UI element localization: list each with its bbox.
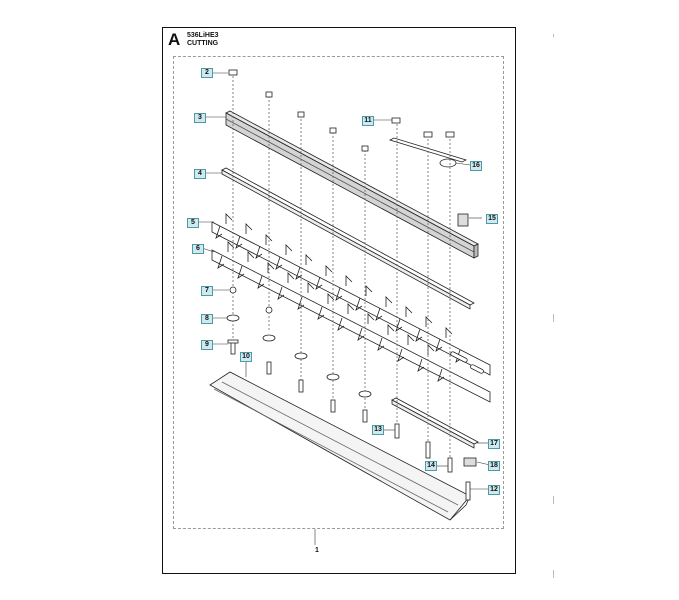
- callout-17: 17: [488, 439, 500, 449]
- callout-9: 9: [201, 340, 213, 350]
- model-name: 536LiHE3: [187, 32, 219, 39]
- clip-part: [458, 214, 468, 226]
- callout-18: 18: [488, 461, 500, 471]
- callout-10: 10: [240, 352, 252, 362]
- section-title: CUTTING: [187, 40, 219, 47]
- callout-12: 12: [488, 485, 500, 495]
- callout-2: 2: [201, 68, 213, 78]
- blade-guard-part: [210, 372, 470, 520]
- callout-1: 1: [315, 547, 319, 554]
- callout-6: 6: [192, 244, 204, 254]
- callout-7: 7: [201, 286, 213, 296]
- callout-4: 4: [194, 169, 206, 179]
- callout-5: 5: [187, 218, 199, 228]
- callout-14: 14: [425, 461, 437, 471]
- callout-16: 16: [470, 161, 482, 171]
- callout-8: 8: [201, 314, 213, 324]
- callout-13: 13: [372, 425, 384, 435]
- lower-bracket-part: [392, 398, 478, 448]
- callout-3: 3: [194, 113, 206, 123]
- callout-15: 15: [486, 214, 498, 224]
- top-rail-part: [226, 111, 478, 258]
- callout-11: 11: [362, 116, 374, 126]
- clip-part: [464, 458, 476, 466]
- lower-blade-part: [212, 242, 490, 402]
- section-letter: A: [168, 30, 181, 49]
